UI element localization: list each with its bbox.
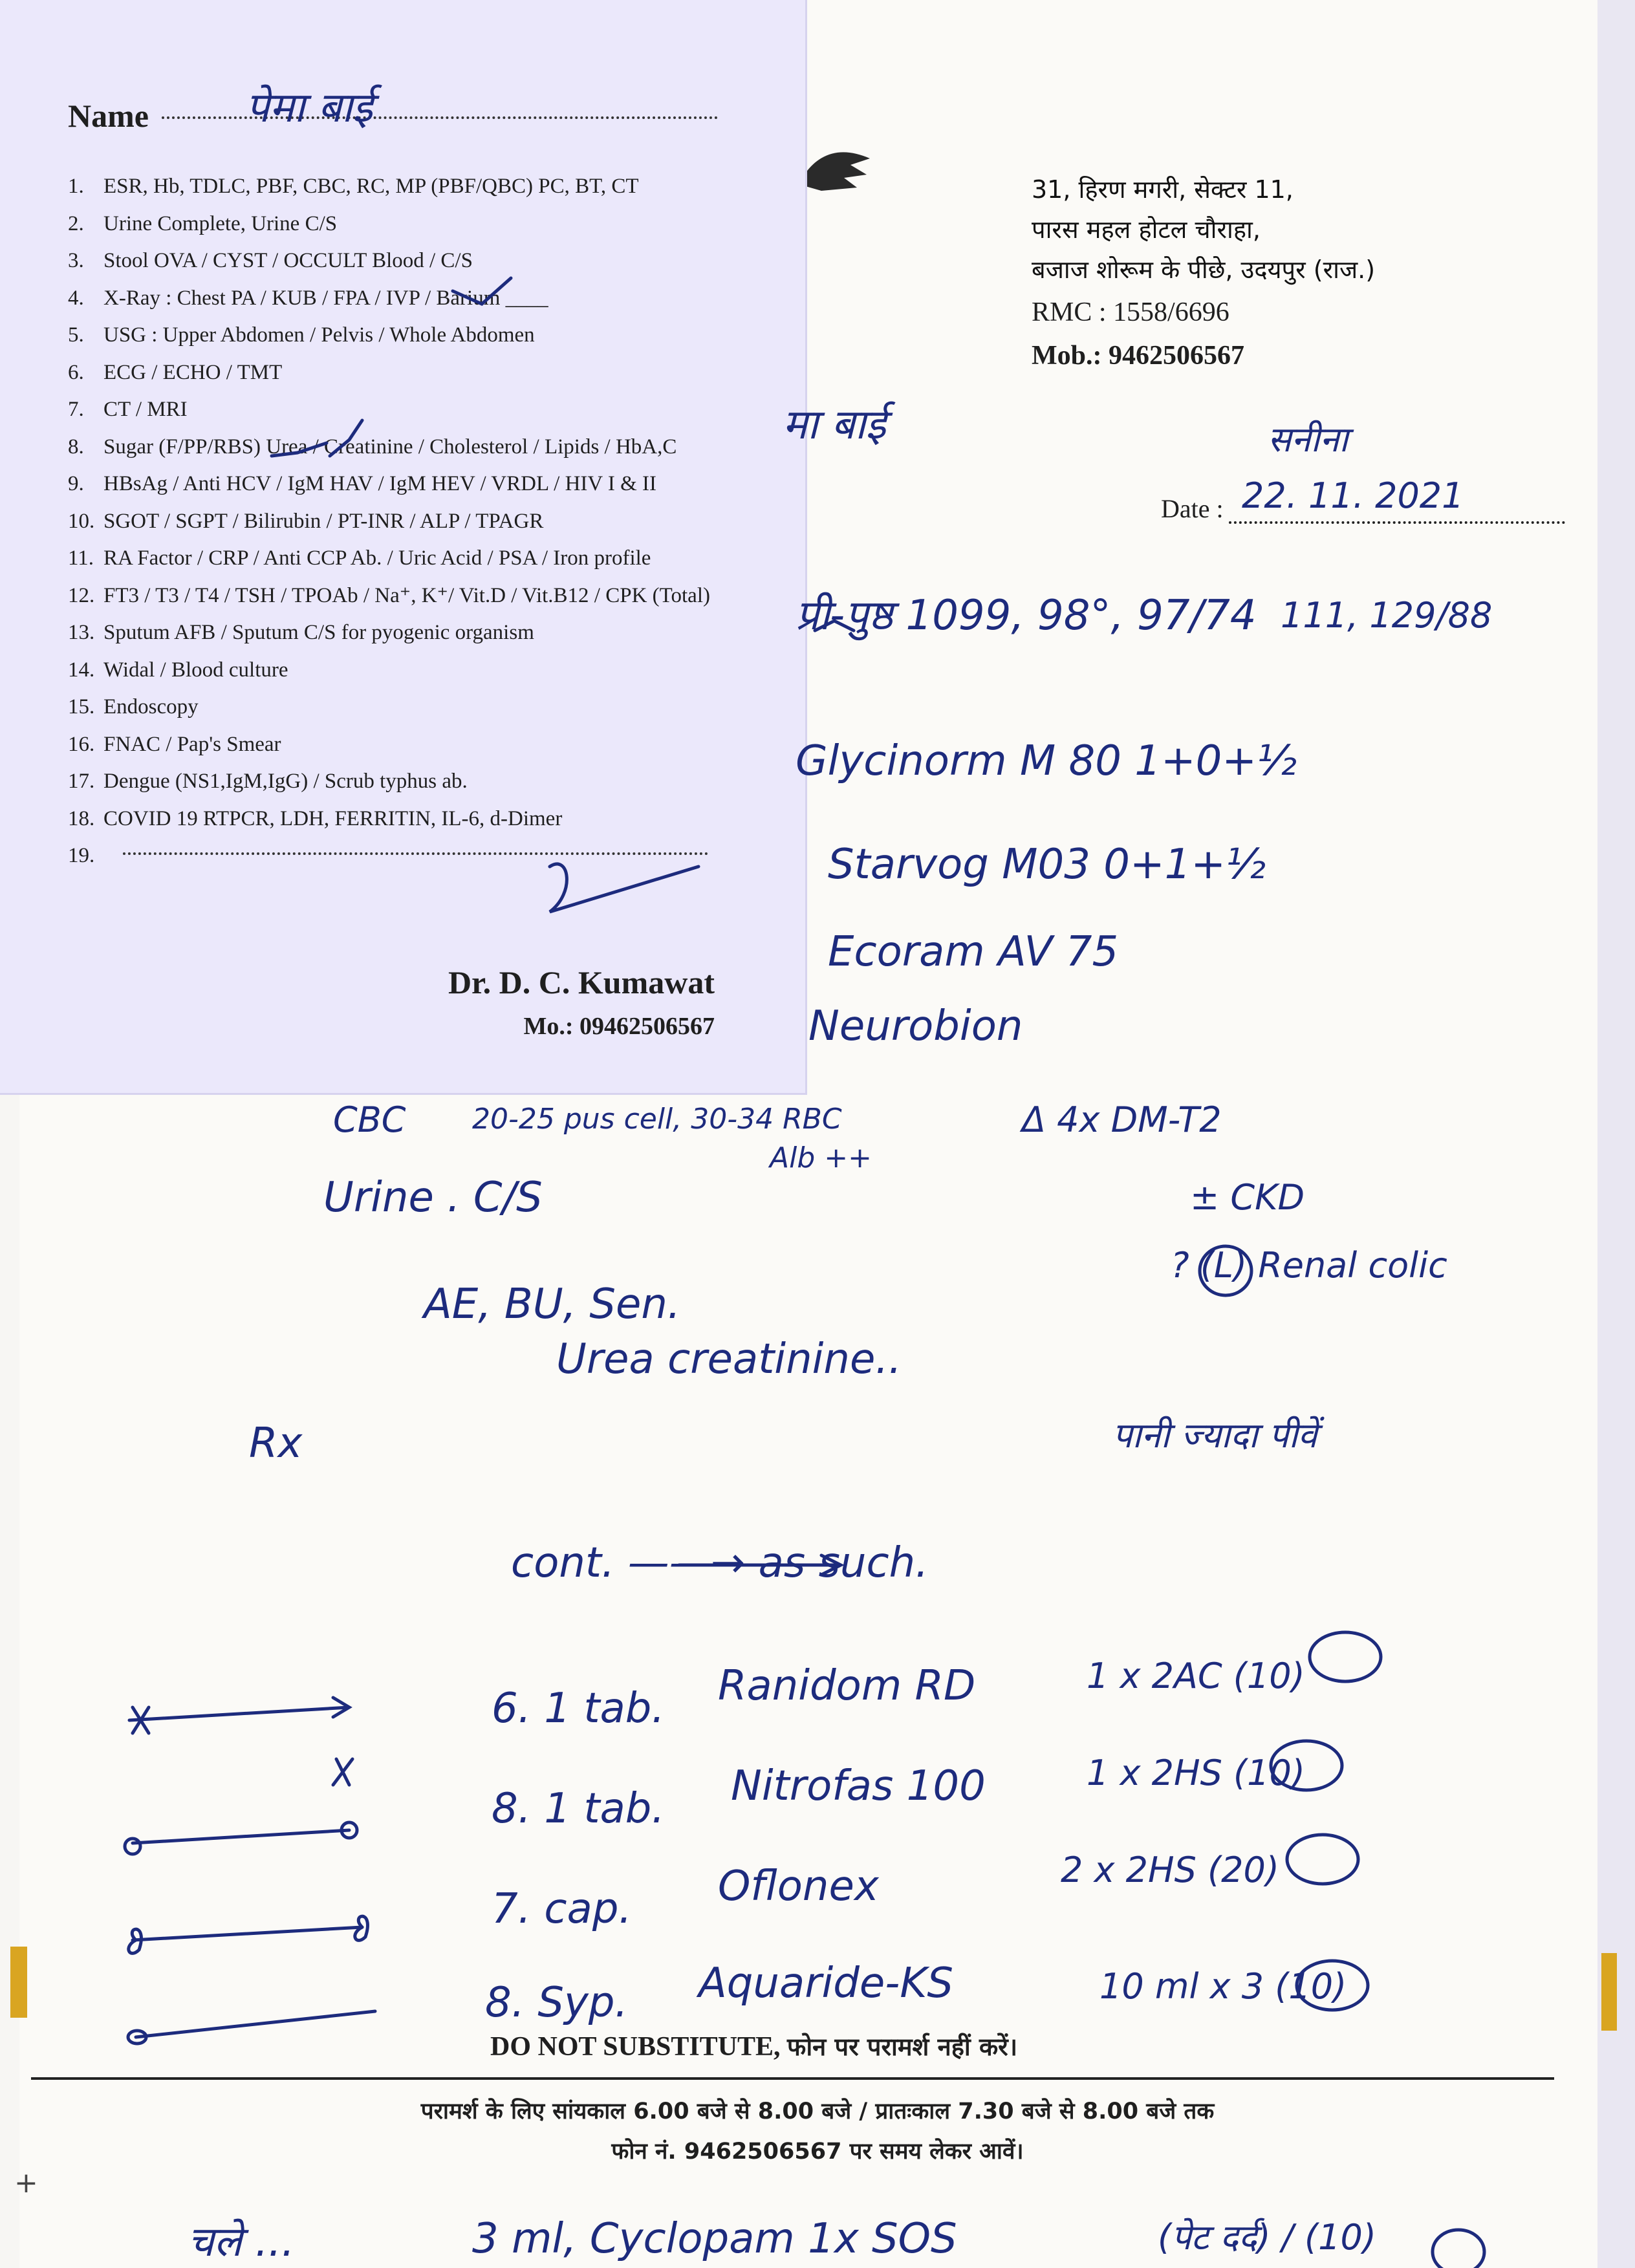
hw-advice-1: AE, BU, Sen. xyxy=(424,1280,681,1328)
hw-med-3-qty: 2 x 2HS (20) xyxy=(1061,1850,1279,1890)
address-line-1: 31, हिरण मगरी, सेक्टर 11, xyxy=(1032,175,1294,204)
hw-bottom-3: (पेट दर्द) / (10) xyxy=(1158,2217,1376,2258)
test-item: 1. ESR, Hb, TDLC, PBF, CBC, RC, MP (PBF/QBC) PC, BT, CT xyxy=(68,175,639,198)
circle-mark xyxy=(1433,2230,1484,2268)
consultation-timing: परामर्श के लिए सांयकाल 6.00 बजे से 8.00 बजे / प्रातःकाल 7.30 बजे से 8.00 बजे तक xyxy=(420,2099,1215,2124)
test-item: 2. Urine Complete, Urine C/S xyxy=(68,211,338,235)
hw-right-note-3: ? (L) Renal colic xyxy=(1171,1245,1447,1286)
hw-name-repeat: मा बाई xyxy=(783,401,886,449)
hw-cbc-values: 20-25 pus cell, 30-34 RBC xyxy=(472,1103,842,1136)
hw-med-4-name: Aquaride-KS xyxy=(698,1960,953,2007)
hw-advice-2: Urea creatinine.. xyxy=(556,1335,902,1383)
hw-vitals-1: प्री-पुष्ठ 1099, 98°, 97/74 xyxy=(796,592,1257,640)
test-item: 8. Sugar (F/PP/RBS) Urea / Creatinine / Cholesterol / Lipids / HbA,C xyxy=(68,435,677,459)
hw-urine: Urine . C/S xyxy=(323,1174,543,1222)
test-item: 12. FT3 / T3 / T4 / TSH / TPOAb / Na⁺, K⁺/ Vit.D / Vit.B12 / CPK (Total) xyxy=(68,583,710,607)
footer-divider xyxy=(31,2077,1554,2080)
dose-line xyxy=(133,1927,362,1940)
checkmark-icon xyxy=(272,443,327,456)
hw-med-2-qty: 1 x 2HS (10) xyxy=(1087,1753,1305,1793)
test-item: 16. FNAC / Pap's Smear xyxy=(68,732,281,756)
registration-mark-icon: + xyxy=(14,2166,38,2199)
address-line-2: पारस महल होटल चौराहा, xyxy=(1032,215,1261,244)
hw-bottom-1: चले ... xyxy=(188,2218,295,2266)
do-not-substitute-en: DO NOT SUBSTITUTE, xyxy=(490,2032,781,2062)
test-item: 17. Dengue (NS1,IgM,IgG) / Scrub typhus ab. xyxy=(68,770,468,793)
hw-med-1-dose: 6. 1 tab. xyxy=(492,1685,665,1733)
hw-med-4-dose: 8. Syp. xyxy=(485,1979,628,2027)
doctor-mobile: Mo.: 09462506567 xyxy=(523,1013,715,1040)
test-item: 15. Endoscopy xyxy=(68,695,199,718)
signature xyxy=(550,864,698,912)
hw-advice-3: पानी ज्यादा पीवें xyxy=(1112,1415,1317,1456)
checkmark-icon xyxy=(330,420,362,456)
hw-med-2-dose: 8. 1 tab. xyxy=(492,1785,665,1833)
name-label: Name xyxy=(68,98,149,134)
dose-line xyxy=(129,1698,349,1720)
circle-mark xyxy=(1310,1632,1381,1681)
test-item: 13. Sputum AFB / Sputum C/S for pyogenic organism xyxy=(68,621,534,644)
hw-patient-name: पेमा बाई xyxy=(246,84,373,132)
checkmark-icon xyxy=(453,278,511,304)
test-item: 14. Widal / Blood culture xyxy=(68,658,288,682)
hw-complaint-3: Ecoram AV 75 xyxy=(828,928,1119,976)
hw-complaint-1: Glycinorm M 80 1+0+½ xyxy=(796,737,1297,785)
hw-cbc-albumin: Alb ++ xyxy=(770,1141,872,1174)
test-item: 6. ECG / ECHO / TMT xyxy=(68,360,283,384)
hw-med-3-dose: 7. cap. xyxy=(492,1885,632,1933)
hw-cbc: CBC xyxy=(333,1099,406,1140)
hw-vitals-2: 111, 129/88 xyxy=(1281,595,1493,636)
hw-med-1-qty: 1 x 2AC (10) xyxy=(1087,1656,1305,1696)
hw-advice-4: cont. ——→ as such. xyxy=(511,1539,929,1587)
date-label: Date : xyxy=(1161,494,1224,523)
test-item: 18. COVID 19 RTPCR, LDH, FERRITIN, IL-6, d-Dimer xyxy=(68,806,563,830)
do-not-substitute xyxy=(490,2029,1017,2063)
hw-complaint-4: Neurobion xyxy=(808,1002,1023,1050)
hw-right-note-2: ± CKD xyxy=(1190,1177,1305,1218)
address-line-3: बजाज शोरूम के पीछे, उदयपुर (राज.) xyxy=(1032,255,1376,284)
hw-med-2-name: Nitrofas 100 xyxy=(731,1762,986,1810)
dose-line xyxy=(136,2011,375,2037)
circle-mark xyxy=(1287,1835,1358,1884)
appointment-note: फोन नं. 9462506567 पर समय लेकर आवें। xyxy=(611,2139,1024,2165)
hw-right-note-1: Δ 4x DM-T2 xyxy=(1022,1099,1222,1140)
test-item: 10. SGOT / SGPT / Bilirubin / PT-INR / ALP / TPAGR xyxy=(68,509,544,533)
test-item: 3. Stool OVA / CYST / OCCULT Blood / C/S xyxy=(68,249,473,272)
hw-med-1-name: Ranidom RD xyxy=(718,1662,976,1710)
test-item: 19. xyxy=(68,844,95,867)
hw-rx: Rx xyxy=(249,1420,303,1467)
hw-date: 22. 11. 2021 xyxy=(1242,475,1464,516)
hw-bottom-2: 3 ml, Cyclopam 1x SOS xyxy=(472,2215,957,2263)
clinic-mobile: Mob.: 9462506567 xyxy=(1032,341,1244,371)
test-item: 9. HBsAg / Anti HCV / IgM HAV / IgM HEV / VRDL / HIV I & II xyxy=(68,472,657,495)
hw-med-4-qty: 10 ml x 3 (10) xyxy=(1099,1966,1347,2007)
do-not-substitute-hi: फोन पर परामर्श नहीं करें। xyxy=(787,2033,1018,2061)
test-item: 7. CT / MRI xyxy=(68,398,188,421)
test-item: 11. RA Factor / CRP / Anti CCP Ab. / Uric Acid / PSA / Iron profile xyxy=(68,546,651,570)
test-item: 4. X-Ray : Chest PA / KUB / FPA / IVP / Barium ____ xyxy=(68,286,548,310)
hw-med-3-name: Oflonex xyxy=(718,1863,879,1910)
hw-complaint-2: Starvog M03 0+1+½ xyxy=(828,841,1266,889)
hw-relation: सनीना xyxy=(1268,419,1348,460)
rmc-number: RMC : 1558/6696 xyxy=(1032,297,1229,327)
doctor-name: Dr. D. C. Kumawat xyxy=(448,964,715,1000)
dose-line xyxy=(133,1830,349,1843)
test-item: 5. USG : Upper Abdomen / Pelvis / Whole Abdomen xyxy=(68,323,535,347)
